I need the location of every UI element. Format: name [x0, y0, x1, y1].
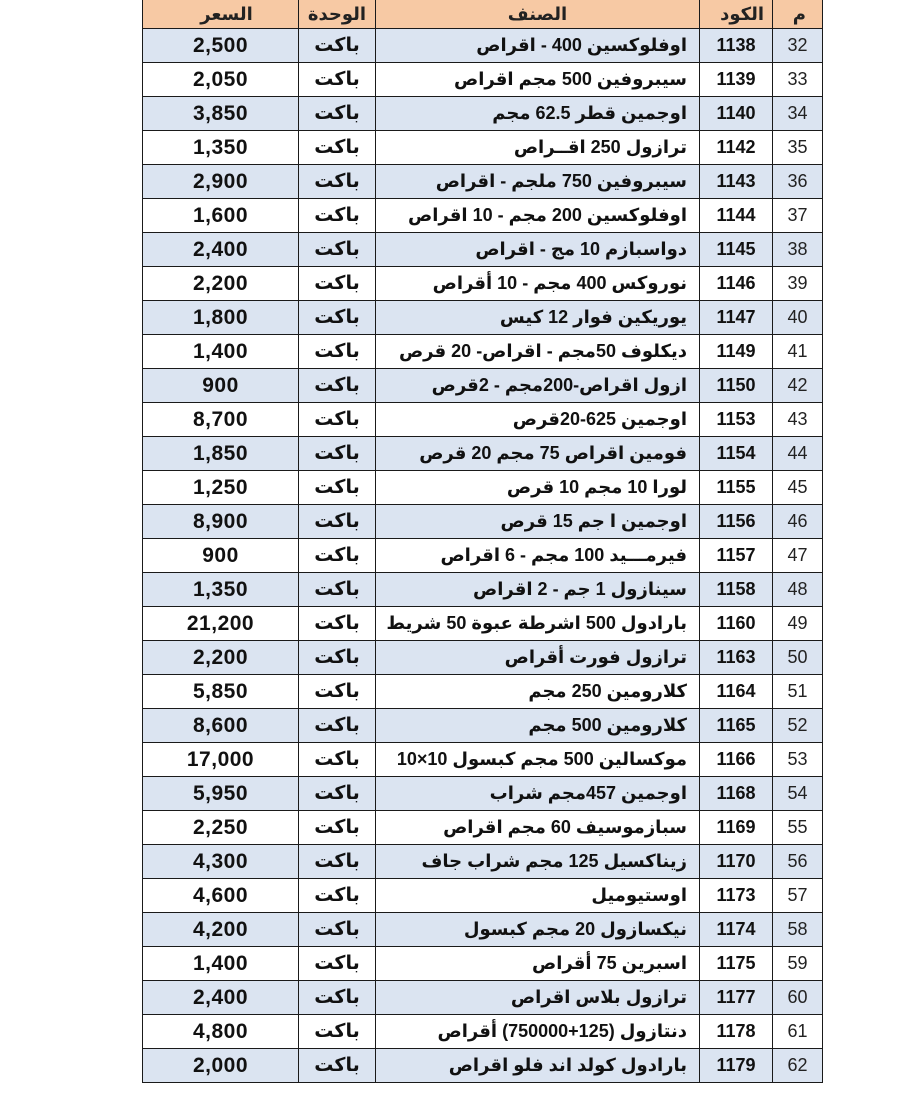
unit-cell: باكت — [299, 981, 376, 1015]
item-name-cell: ترازول فورت أقراص — [376, 641, 700, 675]
price-cell: 8,600 — [143, 709, 299, 743]
header-price: السعر — [143, 0, 299, 29]
item-code-cell: 1166 — [700, 743, 773, 777]
table-row — [143, 573, 823, 607]
row-number-cell: 42 — [773, 369, 823, 403]
price-cell: 4,200 — [143, 913, 299, 947]
item-name-cell: فومين اقراص 75 مجم 20 قرص — [376, 437, 700, 471]
row-number-cell: 54 — [773, 777, 823, 811]
table-body — [143, 29, 823, 1083]
header-row-number: م — [773, 0, 823, 29]
row-number-cell: 57 — [773, 879, 823, 913]
unit-cell: باكت — [299, 301, 376, 335]
row-number-cell: 52 — [773, 709, 823, 743]
table-row — [143, 1049, 823, 1083]
price-cell: 21,200 — [143, 607, 299, 641]
table-row — [143, 675, 823, 709]
unit-cell: باكت — [299, 1049, 376, 1083]
item-code-cell: 1149 — [700, 335, 773, 369]
item-code-cell: 1173 — [700, 879, 773, 913]
item-name-cell: اوجمين 625-20قرص — [376, 403, 700, 437]
row-number-cell: 50 — [773, 641, 823, 675]
item-code-cell: 1140 — [700, 97, 773, 131]
item-code-cell: 1155 — [700, 471, 773, 505]
row-number-cell: 38 — [773, 233, 823, 267]
unit-cell: باكت — [299, 743, 376, 777]
item-code-cell: 1147 — [700, 301, 773, 335]
item-name-cell: اوستيوميل — [376, 879, 700, 913]
unit-cell: باكت — [299, 63, 376, 97]
item-name-cell: كلارومين 500 مجم — [376, 709, 700, 743]
item-code-cell: 1146 — [700, 267, 773, 301]
unit-cell: باكت — [299, 675, 376, 709]
item-name-cell: سبازموسيف 60 مجم اقراص — [376, 811, 700, 845]
price-cell: 2,200 — [143, 641, 299, 675]
row-number-cell: 59 — [773, 947, 823, 981]
price-cell: 1,250 — [143, 471, 299, 505]
row-number-cell: 48 — [773, 573, 823, 607]
item-code-cell: 1174 — [700, 913, 773, 947]
item-name-cell: ترازول 250 اقــراص — [376, 131, 700, 165]
item-name-cell: زيناكسيل 125 مجم شراب جاف — [376, 845, 700, 879]
price-cell: 2,400 — [143, 233, 299, 267]
row-number-cell: 44 — [773, 437, 823, 471]
item-code-cell: 1177 — [700, 981, 773, 1015]
table-row — [143, 199, 823, 233]
unit-cell: باكت — [299, 539, 376, 573]
row-number-cell: 62 — [773, 1049, 823, 1083]
table-row — [143, 403, 823, 437]
item-code-cell: 1153 — [700, 403, 773, 437]
table-row — [143, 947, 823, 981]
row-number-cell: 37 — [773, 199, 823, 233]
price-list-table — [142, 0, 823, 1083]
unit-cell: باكت — [299, 1015, 376, 1049]
table-row — [143, 233, 823, 267]
table-row — [143, 335, 823, 369]
unit-cell: باكت — [299, 913, 376, 947]
item-name-cell: اوجمين ا جم 15 قرص — [376, 505, 700, 539]
unit-cell: باكت — [299, 369, 376, 403]
row-number-cell: 34 — [773, 97, 823, 131]
unit-cell: باكت — [299, 97, 376, 131]
table-row — [143, 743, 823, 777]
item-code-cell: 1145 — [700, 233, 773, 267]
price-cell: 2,250 — [143, 811, 299, 845]
item-name-cell: اوجمين 457مجم شراب — [376, 777, 700, 811]
price-cell: 2,500 — [143, 29, 299, 63]
unit-cell: باكت — [299, 811, 376, 845]
price-cell: 4,600 — [143, 879, 299, 913]
item-name-cell: كلارومين 250 مجم — [376, 675, 700, 709]
price-cell: 5,850 — [143, 675, 299, 709]
item-code-cell: 1165 — [700, 709, 773, 743]
table-row — [143, 845, 823, 879]
price-cell: 5,950 — [143, 777, 299, 811]
item-name-cell: نيكسازول 20 مجم كبسول — [376, 913, 700, 947]
price-cell: 2,050 — [143, 63, 299, 97]
item-code-cell: 1156 — [700, 505, 773, 539]
table-row — [143, 981, 823, 1015]
price-cell: 17,000 — [143, 743, 299, 777]
table-row — [143, 165, 823, 199]
table-row — [143, 641, 823, 675]
item-code-cell: 1158 — [700, 573, 773, 607]
item-code-cell: 1143 — [700, 165, 773, 199]
price-cell: 1,400 — [143, 335, 299, 369]
table-row — [143, 63, 823, 97]
price-cell: 900 — [143, 369, 299, 403]
table-row — [143, 301, 823, 335]
row-number-cell: 58 — [773, 913, 823, 947]
table-row — [143, 29, 823, 63]
item-name-cell: بارادول كولد اند فلو اقراص — [376, 1049, 700, 1083]
price-cell: 4,300 — [143, 845, 299, 879]
table-row — [143, 437, 823, 471]
row-number-cell: 35 — [773, 131, 823, 165]
row-number-cell: 41 — [773, 335, 823, 369]
item-code-cell: 1154 — [700, 437, 773, 471]
item-code-cell: 1170 — [700, 845, 773, 879]
price-cell: 1,350 — [143, 573, 299, 607]
unit-cell: باكت — [299, 403, 376, 437]
row-number-cell: 61 — [773, 1015, 823, 1049]
price-cell: 1,350 — [143, 131, 299, 165]
unit-cell: باكت — [299, 29, 376, 63]
price-cell: 1,400 — [143, 947, 299, 981]
row-number-cell: 49 — [773, 607, 823, 641]
row-number-cell: 45 — [773, 471, 823, 505]
item-name-cell: اسبرين 75 أقراص — [376, 947, 700, 981]
item-code-cell: 1179 — [700, 1049, 773, 1083]
table-header — [143, 0, 823, 29]
unit-cell: باكت — [299, 471, 376, 505]
price-cell: 2,000 — [143, 1049, 299, 1083]
item-code-cell: 1168 — [700, 777, 773, 811]
row-number-cell: 55 — [773, 811, 823, 845]
unit-cell: باكت — [299, 709, 376, 743]
item-name-cell: سيبروفين 750 ملجم - اقراص — [376, 165, 700, 199]
item-code-cell: 1163 — [700, 641, 773, 675]
item-name-cell: لورا 10 مجم 10 قرص — [376, 471, 700, 505]
item-code-cell: 1144 — [700, 199, 773, 233]
unit-cell: باكت — [299, 131, 376, 165]
price-list-sheet — [142, 0, 822, 1083]
table-row — [143, 879, 823, 913]
unit-cell: باكت — [299, 879, 376, 913]
item-name-cell: ترازول بلاس اقراص — [376, 981, 700, 1015]
item-code-cell: 1142 — [700, 131, 773, 165]
price-cell: 3,850 — [143, 97, 299, 131]
price-cell: 2,400 — [143, 981, 299, 1015]
item-code-cell: 1157 — [700, 539, 773, 573]
table-row — [143, 607, 823, 641]
item-name-cell: نوروكس 400 مجم - 10 أقراص — [376, 267, 700, 301]
table-row — [143, 97, 823, 131]
table-row — [143, 267, 823, 301]
row-number-cell: 39 — [773, 267, 823, 301]
table-row — [143, 811, 823, 845]
item-name-cell: اوفلوكسين 400 - اقراص — [376, 29, 700, 63]
row-number-cell: 33 — [773, 63, 823, 97]
item-code-cell: 1139 — [700, 63, 773, 97]
item-code-cell: 1164 — [700, 675, 773, 709]
unit-cell: باكت — [299, 505, 376, 539]
table-row — [143, 1015, 823, 1049]
unit-cell: باكت — [299, 573, 376, 607]
row-number-cell: 46 — [773, 505, 823, 539]
unit-cell: باكت — [299, 845, 376, 879]
unit-cell: باكت — [299, 165, 376, 199]
table-row — [143, 539, 823, 573]
item-name-cell: سينازول 1 جم - 2 اقراص — [376, 573, 700, 607]
item-name-cell: فيرمـــيد 100 مجم - 6 اقراص — [376, 539, 700, 573]
header-unit: الوحدة — [299, 0, 376, 29]
row-number-cell: 47 — [773, 539, 823, 573]
item-name-cell: دنتازول (125+750000) أقراص — [376, 1015, 700, 1049]
item-code-cell: 1169 — [700, 811, 773, 845]
item-name-cell: ديكلوف 50مجم - اقراص- 20 قرص — [376, 335, 700, 369]
item-name-cell: سيبروفين 500 مجم اقراص — [376, 63, 700, 97]
price-cell: 8,900 — [143, 505, 299, 539]
row-number-cell: 53 — [773, 743, 823, 777]
item-code-cell: 1138 — [700, 29, 773, 63]
price-cell: 1,800 — [143, 301, 299, 335]
item-code-cell: 1178 — [700, 1015, 773, 1049]
item-name-cell: اوفلوكسين 200 مجم - 10 اقراص — [376, 199, 700, 233]
unit-cell: باكت — [299, 233, 376, 267]
unit-cell: باكت — [299, 607, 376, 641]
row-number-cell: 60 — [773, 981, 823, 1015]
price-cell: 1,850 — [143, 437, 299, 471]
price-cell: 2,900 — [143, 165, 299, 199]
header-row — [143, 0, 823, 29]
item-name-cell: بارادول 500 اشرطة عبوة 50 شريط — [376, 607, 700, 641]
unit-cell: باكت — [299, 199, 376, 233]
row-number-cell: 56 — [773, 845, 823, 879]
price-cell: 8,700 — [143, 403, 299, 437]
table-row — [143, 131, 823, 165]
item-name-cell: اوجمين قطر 62.5 مجم — [376, 97, 700, 131]
price-cell: 2,200 — [143, 267, 299, 301]
row-number-cell: 36 — [773, 165, 823, 199]
row-number-cell: 32 — [773, 29, 823, 63]
item-name-cell: دواسبازم 10 مج - اقراص — [376, 233, 700, 267]
item-code-cell: 1150 — [700, 369, 773, 403]
item-code-cell: 1160 — [700, 607, 773, 641]
header-code: الكود — [700, 0, 773, 29]
unit-cell: باكت — [299, 335, 376, 369]
unit-cell: باكت — [299, 947, 376, 981]
table-row — [143, 471, 823, 505]
row-number-cell: 40 — [773, 301, 823, 335]
unit-cell: باكت — [299, 777, 376, 811]
row-number-cell: 51 — [773, 675, 823, 709]
item-name-cell: موكسالين 500 مجم كبسول 10×10 — [376, 743, 700, 777]
item-code-cell: 1175 — [700, 947, 773, 981]
table-row — [143, 369, 823, 403]
item-name-cell: يوريكين فوار 12 كيس — [376, 301, 700, 335]
price-cell: 900 — [143, 539, 299, 573]
unit-cell: باكت — [299, 641, 376, 675]
price-cell: 4,800 — [143, 1015, 299, 1049]
table-row — [143, 505, 823, 539]
table-row — [143, 777, 823, 811]
header-item: الصنف — [376, 0, 700, 29]
table-row — [143, 709, 823, 743]
unit-cell: باكت — [299, 437, 376, 471]
table-row — [143, 913, 823, 947]
row-number-cell: 43 — [773, 403, 823, 437]
price-cell: 1,600 — [143, 199, 299, 233]
item-name-cell: ازول اقراص-200مجم - 2قرص — [376, 369, 700, 403]
unit-cell: باكت — [299, 267, 376, 301]
